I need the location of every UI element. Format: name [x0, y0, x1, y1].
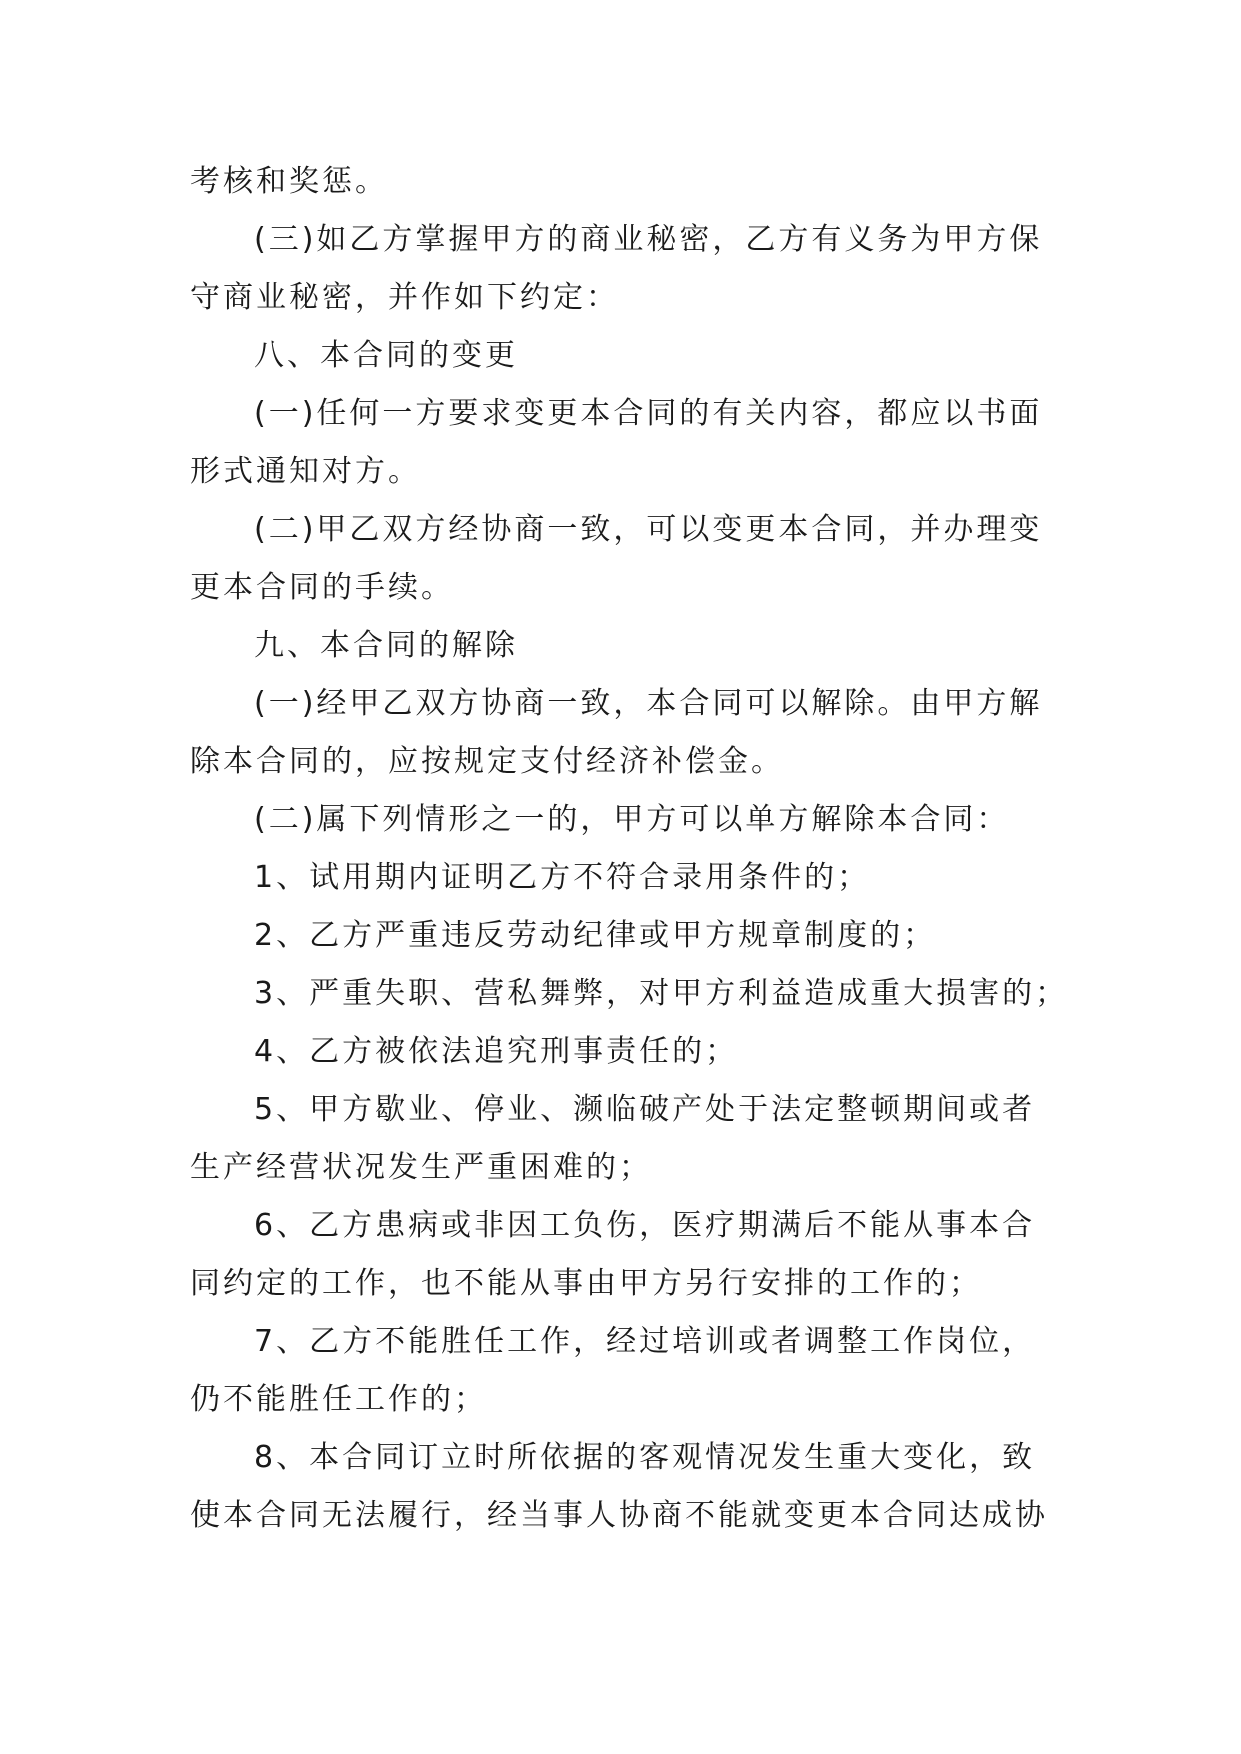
list-item: 2、乙方严重违反劳动纪律或甲方规章制度的；	[254, 918, 937, 953]
text-line: (二)甲乙双方经协商一致，可以变更本合同，并办理变	[254, 512, 1043, 547]
text-line: 仍不能胜任工作的；	[190, 1382, 487, 1417]
section-heading: 九、本合同的解除	[254, 628, 518, 663]
text-line: (一)任何一方要求变更本合同的有关内容，都应以书面	[254, 396, 1043, 431]
section-heading: 八、本合同的变更	[254, 338, 518, 373]
text-line: 同约定的工作，也不能从事由甲方另行安排的工作的；	[190, 1266, 982, 1301]
text-line: 守商业秘密，并作如下约定：	[190, 280, 619, 315]
text-line: 除本合同的，应按规定支付经济补偿金。	[190, 744, 784, 779]
text-line: (三)如乙方掌握甲方的商业秘密，乙方有义务为甲方保	[254, 222, 1043, 257]
list-item: 4、乙方被依法追究刑事责任的；	[254, 1034, 739, 1069]
text-line: 生产经营状况发生严重困难的；	[190, 1150, 652, 1185]
text-line: 更本合同的手续。	[190, 570, 454, 605]
text-line: (一)经甲乙双方协商一致，本合同可以解除。由甲方解	[254, 686, 1043, 721]
list-item: 7、乙方不能胜任工作，经过培训或者调整工作岗位，	[254, 1324, 1036, 1359]
list-item: 1、试用期内证明乙方不符合录用条件的；	[254, 860, 871, 895]
list-item: 6、乙方患病或非因工负伤，医疗期满后不能从事本合	[254, 1208, 1036, 1243]
list-item: 8、本合同订立时所依据的客观情况发生重大变化，致	[254, 1440, 1036, 1475]
text-line: 使本合同无法履行，经当事人协商不能就变更本合同达成协	[190, 1498, 1048, 1533]
text-line: 考核和奖惩。	[190, 164, 388, 199]
list-item: 5、甲方歇业、停业、濒临破产处于法定整顿期间或者	[254, 1092, 1036, 1127]
contract-body	[190, 153, 1069, 1545]
text-line: 形式通知对方。	[190, 454, 421, 489]
text-line: (二)属下列情形之一的，甲方可以单方解除本合同：	[254, 802, 1010, 837]
list-item: 3、严重失职、营私舞弊，对甲方利益造成重大损害的；	[254, 976, 1069, 1011]
